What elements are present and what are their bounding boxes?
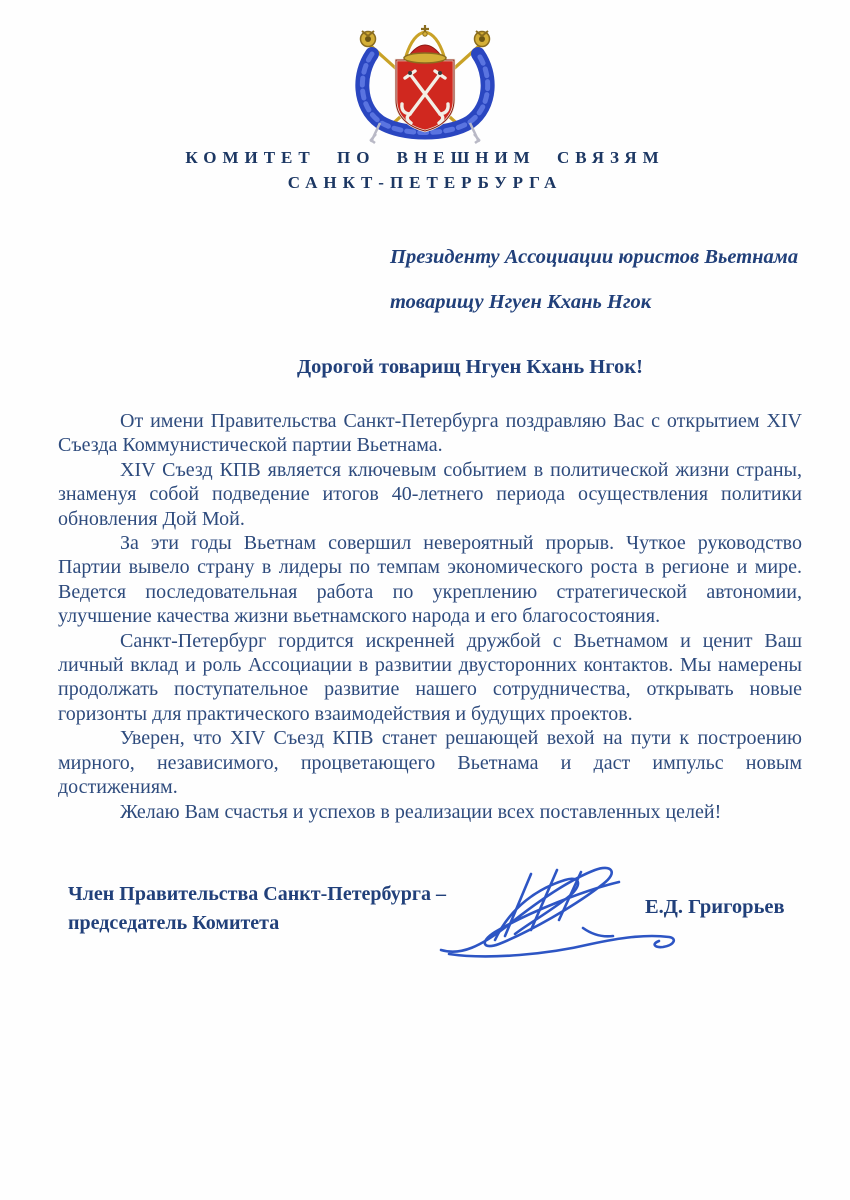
paragraph: Санкт-Петербург гордится искренней дружбой с Вьетнамом и ценит Ваш личный вклад и роль Ассоциации в развитии двусторонних контактов. Мы намерены продолжать поступательное развитие нашего сотрудничества, открывать новые горизонты для практического взаимодействия и будущих проектов. <box>58 629 802 725</box>
signer-name: Е.Д. Григорьев <box>645 896 785 918</box>
letterhead <box>0 148 850 193</box>
signer-position-line1: Член Правительства Санкт-Петербурга – <box>68 883 446 905</box>
signer-position-line2: председатель Комитета <box>68 912 280 934</box>
signer-position <box>68 880 488 938</box>
paragraph: Желаю Вам счастья и успехов в реализации всех поставленных целей! <box>120 800 722 823</box>
paragraph: От имени Правительства Санкт-Петербурга поздравляю Вас с открытием XIV Съезда Коммунистической партии Вьетнама. <box>58 410 802 457</box>
addressee-name: товарищу Нгуен Кхань Нгок <box>390 291 652 313</box>
paragraph: Уверен, что XIV Съезд КПВ станет решающей вехой на пути к построению мирного, независимого, процветающего Вьетнама и даст импульс новым достижениям. <box>58 727 802 799</box>
signature-block <box>68 880 808 990</box>
org-name-line2: САНКТ-ПЕТЕРБУРГА <box>287 173 563 192</box>
addressee-block <box>390 246 820 336</box>
saint-petersburg-coat-of-arms-icon <box>340 22 510 148</box>
org-name-line1: КОМИТЕТ ПО ВНЕШНИМ СВЯЗЯМ <box>185 148 665 167</box>
paragraph: XIV Съезд КПВ является ключевым событием в политической жизни страны, знаменуя собой подведение итогов 40-летнего периода осуществления политики обновления Дой Мой. <box>58 458 802 530</box>
paragraph: За эти годы Вьетнам совершил невероятный прорыв. Чуткое руководство Партии вывело страну в лидеры по темпам экономического роста в регионе и мире. Ведется последовательная работа по укреплению стратегической автономии, улучшение качества жизни вьетнамского народа и его благосостояния. <box>58 532 802 628</box>
addressee-title: Президенту Ассоциации юристов Вьетнама <box>390 246 799 268</box>
salutation: Дорогой товарищ Нгуен Кхань Нгок! <box>297 356 643 378</box>
letter-body <box>58 409 802 824</box>
